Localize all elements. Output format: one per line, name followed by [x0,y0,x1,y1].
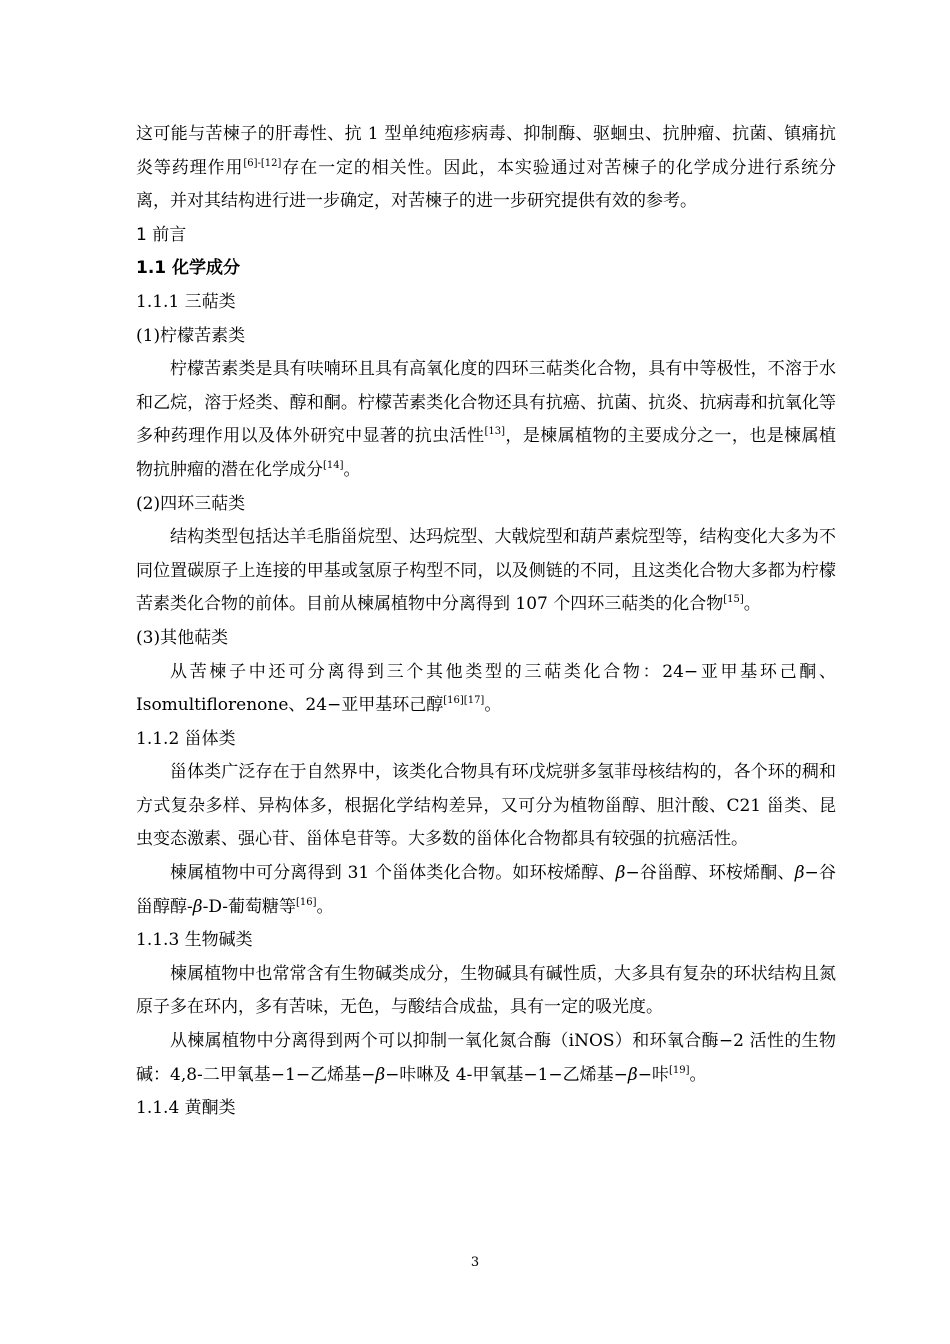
text-span: (2)四环三萜类 [136,493,246,514]
text-span: 存在一定的相关性。因此，本实验通过对苦楝子的化学成分进行系统分离，并对其结构进行进一步确定，对苦楝子的进一步研究提供有效的参考。 [136,157,837,212]
citation-ref: [15] [723,594,744,606]
body-paragraph [136,353,836,487]
item-heading [136,488,836,522]
text-span: 1.1 化学成分 [136,258,241,279]
subsection-heading [136,252,836,286]
subsubsection-heading [136,924,836,958]
text-span: 。 [484,695,502,716]
citation-ref: [16] [296,896,317,908]
citation-ref: [19] [669,1064,690,1076]
body-paragraph [136,756,836,857]
text-span: 楝属植物中可分离得到 31 个甾体类化合物。如环桉烯醇、 [170,863,616,884]
citation-ref: [13] [484,426,505,438]
subsubsection-heading [136,1092,836,1126]
italic-symbol: β [627,1064,638,1085]
text-span: −谷甾醇、环桉烯酮、 [625,863,795,884]
text-span: 。 [343,459,361,480]
text-span: −谷甾醇醇- [136,863,836,917]
text-span: (3)其他萜类 [136,627,229,648]
text-span: 。 [689,1064,707,1085]
citation-ref: [6]-[12] [243,157,282,169]
text-span: 1.1.1 三萜类 [136,291,236,312]
body-paragraph [136,118,836,219]
page-number: 3 [470,1255,480,1270]
text-span: 。 [743,594,761,615]
text-span: -D-葡萄糖等 [202,896,297,917]
italic-symbol: β [375,1064,386,1085]
text-span: 1 前言 [136,224,187,245]
text-span: 。 [316,896,334,917]
subsubsection-heading [136,286,836,320]
subsubsection-heading [136,723,836,757]
text-span: 柠檬苦素类是具有呋喃环且具有高氧化度的四环三萜类化合物，具有中等极性，不溶于水和乙烷，溶于烃类、醇和酮。柠檬苦素类化合物还具有抗癌、抗菌、抗炎、抗病毒和抗氧化等多种药理作用以及体外研究中显著的抗虫活性 [136,359,836,447]
text-span: 结构类型包括达羊毛脂甾烷型、达玛烷型、大戟烷型和葫芦素烷型等，结构变化大多为不同位置碳原子上连接的甲基或氢原子构型不同，以及侧链的不同，且这类化合物大多都为柠檬苦素类化合物的前体。目前从楝属植物中分离得到 107 个四环三萜类的化合物 [136,527,836,615]
text-span: ，是楝属植物的主要成分之一，也是楝属植物抗肿瘤的潜在化学成分 [136,426,837,480]
body-paragraph [136,521,836,622]
document-body [136,118,836,1126]
body-paragraph [136,1025,836,1092]
text-span: 从苦楝子中还可分离得到三个其他类型的三萜类化合物：24−亚甲基环己酮、Isomultiflorenone、24−亚甲基环己醇 [136,661,836,716]
body-paragraph [136,857,836,924]
body-paragraph [136,958,836,1025]
text-span: 楝属植物中也常常含有生物碱类成分，生物碱具有碱性质，大多具有复杂的环状结构且氮原子多在环内，多有苦味，无色，与酸结合成盐，具有一定的吸光度。 [136,963,836,1018]
text-span: −咔啉及 4-甲氧基−1−乙烯基− [385,1064,628,1085]
citation-ref: [16][17] [443,695,485,707]
section-heading [136,219,836,253]
text-span: −咔 [637,1064,669,1085]
text-span: 甾体类广泛存在于自然界中，该类化合物具有环戊烷骈多氢菲母核结构的，各个环的稠和方式复杂多样、异构体多，根据化学结构差异，又可分为植物甾醇、胆汁酸、C21 甾类、昆虫变态激素、强心苷、甾体皂苷等。大多数的甾体化合物都具有较强的抗癌活性。 [136,762,836,850]
item-heading [136,320,836,354]
text-span: (1)柠檬苦素类 [136,325,246,346]
italic-symbol: β [192,896,203,917]
italic-symbol: β [615,863,626,884]
text-span: 1.1.3 生物碱类 [136,930,253,951]
text-span: 从楝属植物中分离得到两个可以抑制一氧化氮合酶（iNOS）和环氧合酶−2 活性的生物碱：4,8-二甲氧基−1−乙烯基− [136,1031,836,1085]
item-heading [136,622,836,656]
citation-ref: [14] [323,459,344,471]
text-span: 这可能与苦楝子的肝毒性、抗 1 型单纯疱疹病毒、抑制酶、驱蛔虫、抗肿瘤、抗菌、镇痛抗炎等药理作用 [136,124,836,178]
italic-symbol: β [794,863,805,884]
body-paragraph [136,656,836,723]
text-span: 1.1.4 黄酮类 [136,1098,236,1119]
text-span: 1.1.2 甾体类 [136,728,236,749]
